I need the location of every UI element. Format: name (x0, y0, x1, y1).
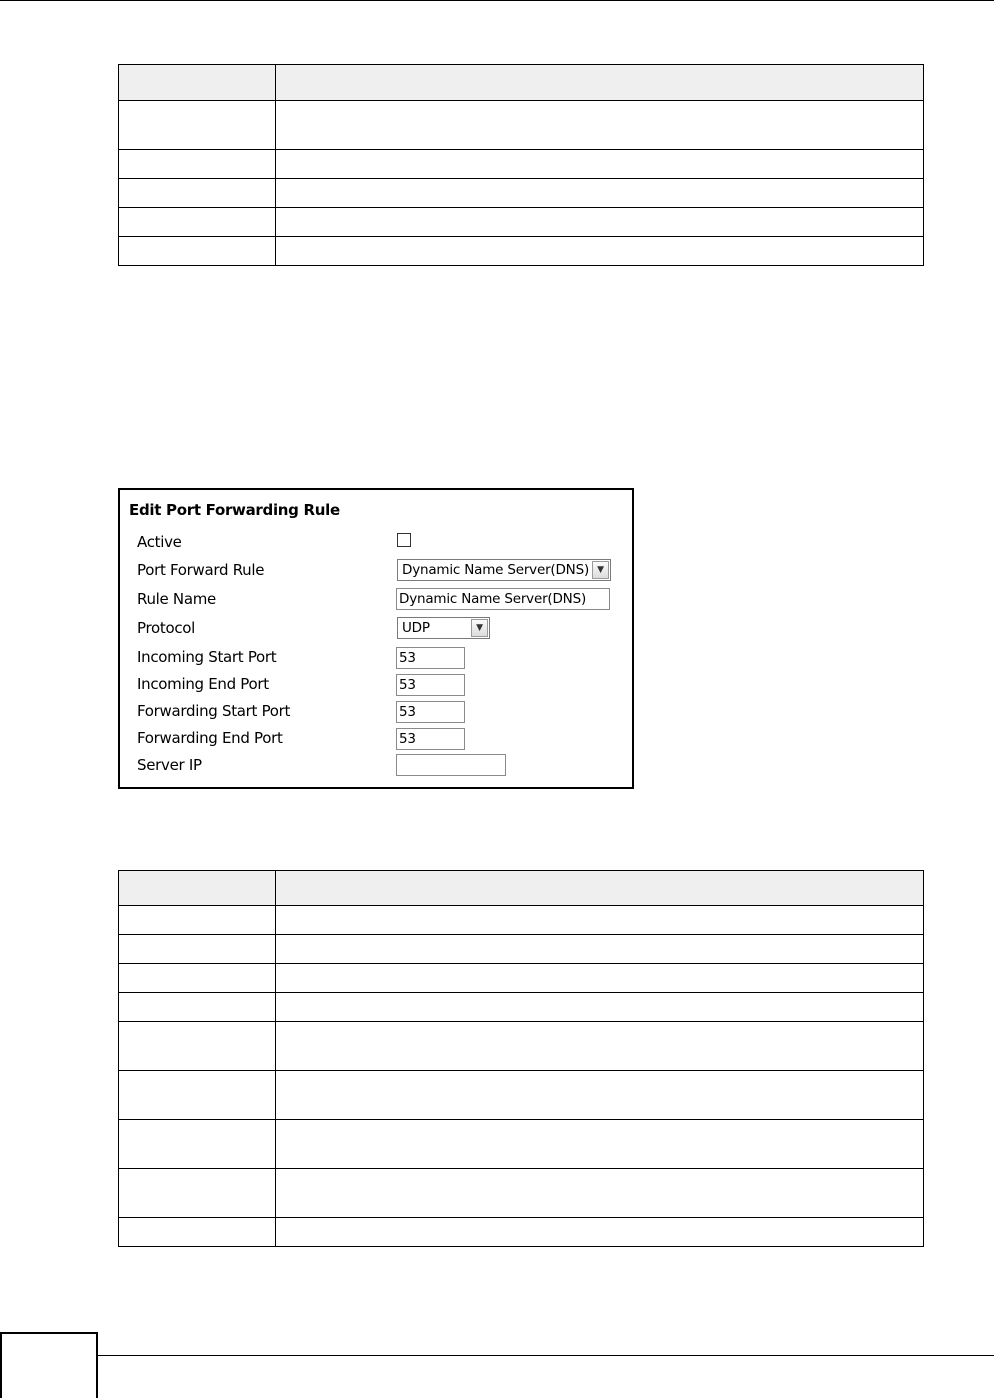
page-number-box (0, 1332, 98, 1398)
server-ip-input[interactable] (396, 754, 506, 776)
rule-name-input[interactable]: Dynamic Name Server(DNS) (396, 588, 610, 610)
table-row (119, 993, 924, 1022)
forwarding-start-port-label: Forwarding Start Port (137, 702, 291, 720)
port-forward-rule-select[interactable] (397, 559, 611, 581)
table-row (119, 906, 924, 935)
chevron-down-icon: ▼ (471, 619, 488, 637)
table-row (119, 237, 924, 266)
port-forward-rule-label: Port Forward Rule (137, 561, 265, 579)
forwarding-end-port-input[interactable]: 53 (396, 728, 465, 750)
field-description-table-bottom (118, 870, 924, 1247)
protocol-label: Protocol (137, 619, 196, 637)
protocol-select[interactable] (397, 617, 490, 639)
table-header-row (119, 65, 924, 101)
incoming-start-port-label: Incoming Start Port (137, 648, 277, 666)
table-header-cell (119, 871, 276, 906)
active-label: Active (137, 533, 182, 551)
table-row (119, 935, 924, 964)
table-row (119, 101, 924, 150)
rule-name-label: Rule Name (137, 590, 216, 608)
chevron-down-icon: ▼ (592, 561, 609, 579)
table-row (119, 179, 924, 208)
incoming-start-port-input[interactable]: 53 (396, 647, 465, 669)
edit-port-forwarding-rule-screen (118, 488, 634, 789)
forwarding-start-port-input[interactable]: 53 (396, 701, 465, 723)
incoming-end-port-label: Incoming End Port (137, 675, 269, 693)
active-checkbox[interactable] (397, 533, 411, 547)
incoming-end-port-input[interactable]: 53 (396, 674, 465, 696)
table-header-cell (119, 65, 276, 101)
server-ip-label: Server IP (137, 756, 202, 774)
panel-title: Edit Port Forwarding Rule (129, 501, 340, 519)
table-row (119, 1071, 924, 1120)
table-row (119, 1120, 924, 1169)
field-description-table-top (118, 64, 924, 266)
forwarding-end-port-label: Forwarding End Port (137, 729, 283, 747)
table-header-cell (276, 871, 924, 906)
footer-rule (97, 1355, 994, 1356)
table-header-cell (276, 65, 924, 101)
table-row (119, 1022, 924, 1071)
table-row (119, 964, 924, 993)
table-header-row (119, 871, 924, 906)
table-row (119, 150, 924, 179)
protocol-value: UDP (402, 620, 430, 636)
port-forward-rule-value: Dynamic Name Server(DNS) (402, 562, 590, 578)
header-rule (0, 0, 994, 1)
table-row (119, 208, 924, 237)
table-row (119, 1169, 924, 1218)
table-row (119, 1218, 924, 1247)
